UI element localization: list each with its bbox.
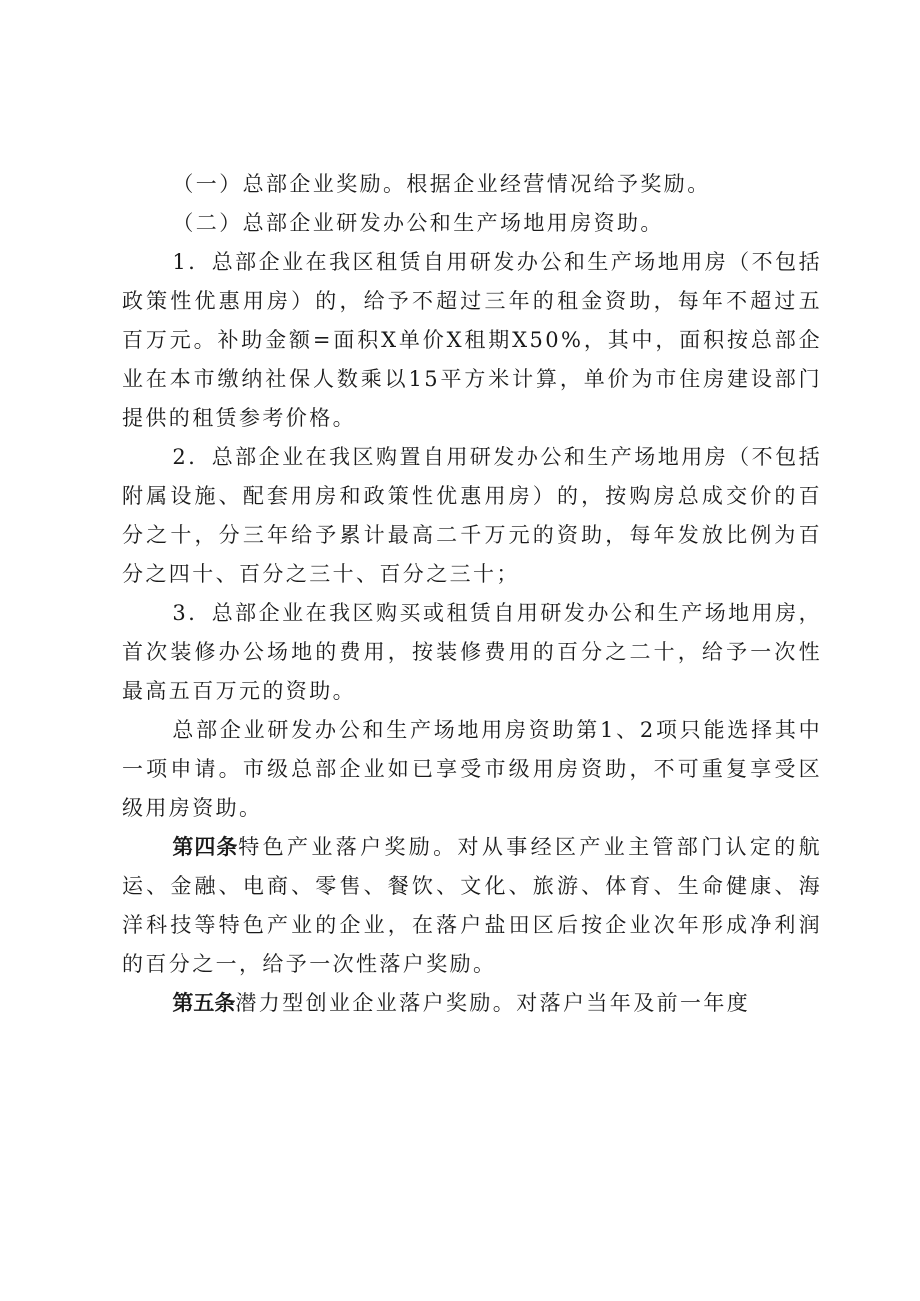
paragraph-4 <box>122 438 822 594</box>
paragraph-3-text: 1．总部企业在我区租赁自用研发办公和生产场地用房（不包括政策性优惠用房）的，给予不超过三年的租金资助，每年不超过五百万元。补助金额=面积X单价X租期X50%，其中，面积按总部企业在本市缴纳社保人数乘以15平方米计算，单价为市住房建设部门提供的租赁参考价格。 <box>122 250 822 430</box>
paragraph-6 <box>122 711 822 828</box>
article-4-text: 特色产业落户奖励。对从事经区产业主管部门认定的航运、金融、电商、零售、餐饮、文化、旅游、体育、生命健康、海洋科技等特色产业的企业，在落户盐田区后按企业次年形成净利润的百分之一，给予一次性落户奖励。 <box>122 835 822 976</box>
document-body <box>122 165 822 1023</box>
paragraph-6-text: 总部企业研发办公和生产场地用房资助第1、2项只能选择其中一项申请。市级总部企业如已享受市级用房资助，不可重复享受区级用房资助。 <box>122 718 822 820</box>
article-5-text: 潜力型创业企业落户奖励。对落户当年及前一年度 <box>235 991 751 1015</box>
paragraph-3 <box>122 243 822 438</box>
article-4-paragraph <box>122 828 822 984</box>
paragraph-1-text: （一）总部企业奖励。根据企业经营情况给予奖励。 <box>172 172 711 196</box>
paragraph-2-text: （二）总部企业研发办公和生产场地用房资助。 <box>172 211 664 235</box>
article-5-paragraph <box>122 984 822 1023</box>
article-5-heading: 第五条 <box>172 991 236 1015</box>
paragraph-5 <box>122 594 822 711</box>
paragraph-5-text: 3．总部企业在我区购买或租赁自用研发办公和生产场地用房，首次装修办公场地的费用，按装修费用的百分之二十，给予一次性最高五百万元的资助。 <box>122 601 822 703</box>
paragraph-4-text: 2．总部企业在我区购置自用研发办公和生产场地用房（不包括附属设施、配套用房和政策性优惠用房）的，按购房总成交价的百分之十，分三年给予累计最高二千万元的资助，每年发放比例为百分之四十、百分之三十、百分之三十； <box>122 445 822 586</box>
article-4-heading: 第四条 <box>172 835 239 859</box>
paragraph-1 <box>122 165 822 204</box>
paragraph-2 <box>122 204 822 243</box>
